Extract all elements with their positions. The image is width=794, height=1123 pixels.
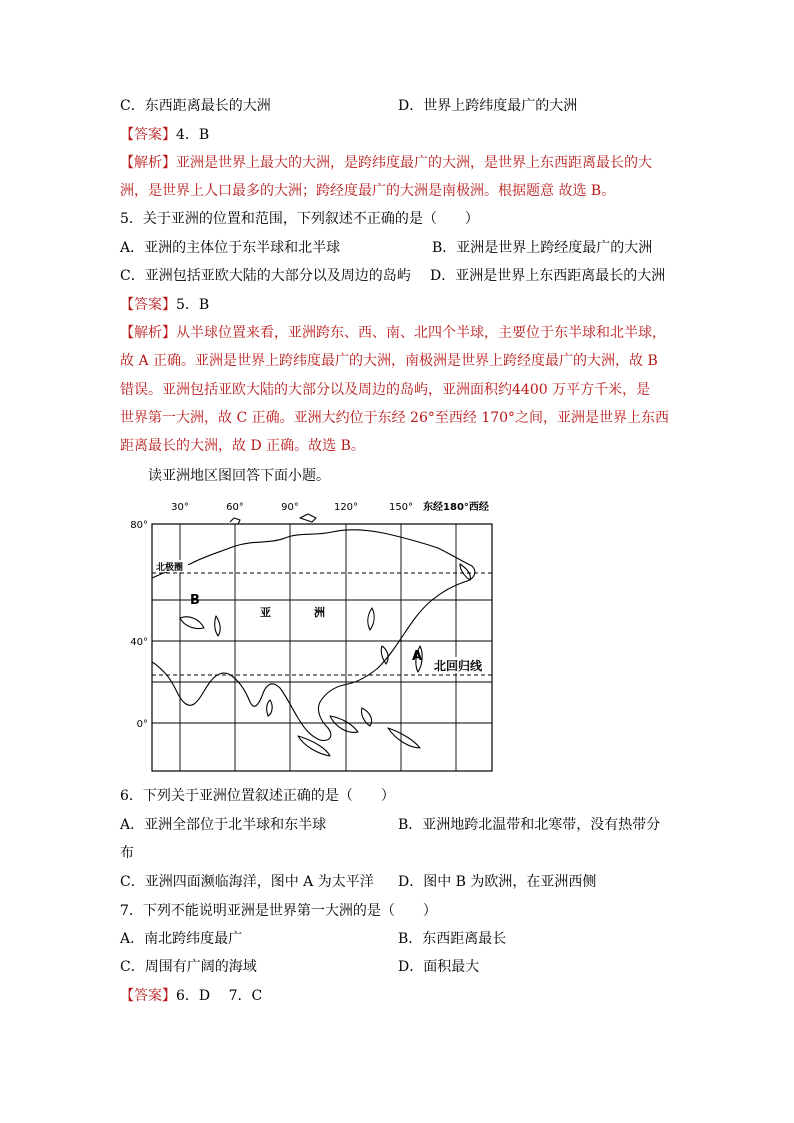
- explanation-tag: 【解析】: [120, 155, 176, 171]
- question-7-stem: 7．下列不能说明亚洲是世界第一大洲的是（ ）: [120, 903, 437, 919]
- question-6-option-b-cont: 布: [120, 845, 134, 861]
- lon-label-90: 90°: [281, 502, 299, 513]
- lon-label-150: 150°: [388, 502, 414, 513]
- question-7-option-b: B．东西距离最长: [398, 931, 507, 947]
- question-5-option-c: C．亚洲包括亚欧大陆的大部分以及周边的岛屿: [120, 268, 411, 284]
- answer-6-7: [120, 986, 262, 1006]
- answer-text: 5．B: [176, 297, 210, 313]
- question-7-option-c: C．周围有广阔的海域: [120, 959, 257, 975]
- map-label-a: A: [412, 649, 423, 664]
- q4-option-c: C．东西距离最长的大洲: [120, 98, 271, 114]
- answer-4: [120, 125, 209, 145]
- explanation-5-line1: [120, 323, 666, 343]
- question-6-option-c: C．亚洲四面濒临海洋，图中 A 为太平洋: [120, 874, 374, 890]
- arctic-circle-label: 北极圈: [156, 563, 184, 573]
- map-intro: 读亚洲地区图回答下面小题。: [148, 468, 330, 484]
- question-5-stem: 5．关于亚洲的位置和范围，下列叙述不正确的是（ ）: [120, 211, 479, 227]
- question-6-stem: 6．下列关于亚洲位置叙述正确的是（ ）: [120, 788, 395, 804]
- lon-label-120: 120°: [333, 502, 359, 513]
- answer-tag: 【答案】: [120, 297, 176, 313]
- question-7-option-d: D．面积最大: [398, 959, 480, 975]
- answer-tag: 【答案】: [120, 127, 176, 143]
- map-frame: [152, 524, 492, 771]
- lat-label-0: 0°: [136, 719, 148, 730]
- lat-label-80: 80°: [130, 520, 148, 531]
- explanation-5-line2: 故 A 正确。亚洲是世界上跨纬度最广的大洲，南极洲是世界上跨经度最广的大洲，故 B: [120, 353, 658, 369]
- answer-5: [120, 295, 209, 315]
- tropic-label: 北回归线: [434, 659, 483, 673]
- lon-label-60: 60°: [226, 502, 244, 513]
- question-6-option-d: D．图中 B 为欧洲，在亚洲西侧: [398, 874, 597, 890]
- question-6-option-b: B．亚洲地跨北温带和北寒带，没有热带分: [398, 817, 661, 833]
- explanation-tag: 【解析】: [120, 325, 176, 341]
- lon-label-30: 30°: [171, 502, 189, 513]
- question-7-option-a: A．南北跨纬度最广: [120, 931, 243, 947]
- answer-tag: 【答案】: [120, 988, 176, 1004]
- map-label-asia-2: 洲: [314, 606, 325, 619]
- explanation-4-line1: [120, 153, 652, 173]
- map-label-asia-1: 亚: [260, 606, 271, 619]
- answer-text: 6．D 7．C: [176, 988, 263, 1004]
- asia-map: [120, 496, 500, 776]
- question-5-option-b: B．亚洲是世界上跨经度最广的大洲: [432, 240, 653, 256]
- map-label-b: B: [190, 593, 200, 608]
- question-6-option-a: A．亚洲全部位于北半球和东半球: [120, 817, 327, 833]
- question-5-option-a: A．亚洲的主体位于东半球和北半球: [120, 240, 341, 256]
- explanation-4-line2: 洲，是世界上人口最多的大洲；跨经度最广的大洲是南极洲。根据题意 故选 B。: [120, 183, 616, 199]
- explanation-text: 从半球位置来看，亚洲跨东、西、南、北四个半球，主要位于东半球和北半球，: [176, 325, 666, 341]
- lon-label-180: 东经180°西经: [423, 502, 489, 513]
- explanation-text: 亚洲是世界上最大的大洲，是跨纬度最广的大洲，是世界上东西距离最长的大: [176, 155, 652, 171]
- lat-label-40: 40°: [130, 637, 148, 648]
- question-5-option-d: D．亚洲是世界上东西距离最长的大洲: [430, 268, 666, 284]
- q4-option-d: D．世界上跨纬度最广的大洲: [398, 98, 578, 114]
- explanation-5-line4: 世界第一大洲，故 C 正确。亚洲大约位于东经 26°至西经 170°之间，亚洲是世界上东西: [120, 410, 670, 426]
- explanation-5-line3: 错误。亚洲包括亚欧大陆的大部分以及周边的岛屿，亚洲面积约4400 万平方千米，是: [120, 382, 651, 398]
- answer-text: 4．B: [176, 127, 210, 143]
- explanation-5-line5: 距离最长的大洲，故 D 正确。故选 B。: [120, 438, 365, 454]
